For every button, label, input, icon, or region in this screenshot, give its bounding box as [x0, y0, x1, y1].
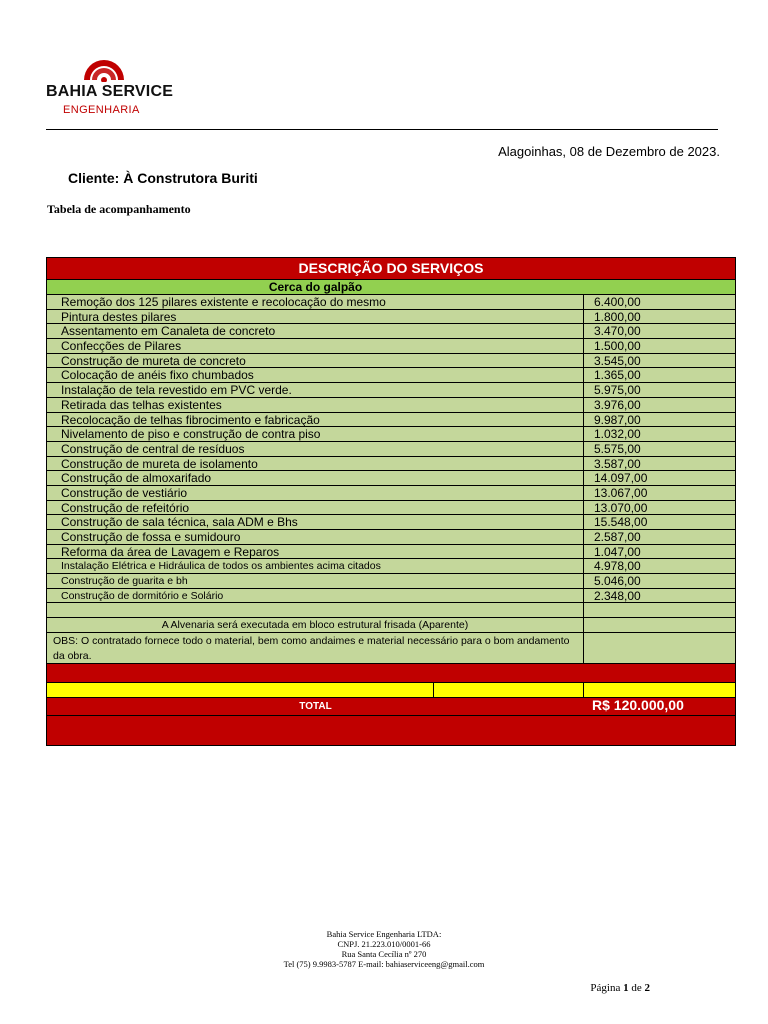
yellow-band	[47, 683, 735, 698]
row-value: 2.587,00	[594, 530, 641, 544]
table-row	[47, 486, 735, 501]
footer-address: Rua Santa Cecília nº 270	[341, 949, 427, 959]
table-row	[47, 295, 735, 310]
table-row	[47, 427, 735, 442]
row-description: Reforma da área de Lavagem e Reparos	[47, 545, 584, 559]
row-value: 3.587,00	[594, 456, 641, 471]
subheader-label: Cerca do galpão	[268, 280, 363, 294]
row-value: 13.070,00	[594, 500, 648, 515]
row-description: Colocação de anéis fixo chumbados	[47, 368, 584, 382]
table-row-empty	[47, 603, 735, 618]
table-row	[47, 413, 735, 428]
company-name: BAHIA SERVICE	[46, 83, 174, 100]
row-description: Construção de guarita e bh	[47, 574, 584, 588]
obs-note: OBS: O contratado fornece todo o material, bem como andaimes e material necessário para o bom andamento da obra.	[47, 633, 584, 663]
header-divider	[46, 129, 718, 130]
table-row	[47, 354, 735, 369]
row-value: 13.067,00	[594, 485, 648, 500]
table-row	[47, 574, 735, 589]
table-row	[47, 398, 735, 413]
table-row	[47, 457, 735, 472]
table-row	[47, 310, 735, 325]
row-description: Construção de central de resíduos	[47, 442, 584, 456]
row-description: Construção de mureta de isolamento	[47, 457, 584, 471]
table-subheader	[47, 280, 735, 295]
document-date: Alagoinhas, 08 de Dezembro de 2023.	[498, 144, 720, 159]
row-value: 3.470,00	[594, 324, 641, 339]
masonry-note: A Alvenaria será executada em bloco estrutural frisada (Aparente)	[47, 618, 584, 632]
table-row	[47, 530, 735, 545]
table-row-obs	[47, 633, 735, 664]
footer	[0, 929, 768, 969]
table-row	[47, 559, 735, 574]
table-row	[47, 545, 735, 560]
row-value: 1.500,00	[594, 339, 641, 354]
row-value: 3.545,00	[594, 353, 641, 368]
table-row	[47, 368, 735, 383]
footer-cnpj: CNPJ. 21.223.010/0001-66	[337, 939, 431, 949]
row-value: 14.097,00	[594, 471, 648, 486]
row-value: 1.047,00	[594, 544, 641, 559]
red-band	[47, 664, 735, 683]
total-label: TOTAL	[299, 701, 332, 713]
row-value: 9.987,00	[594, 412, 641, 427]
table-row	[47, 383, 735, 398]
total-row	[47, 698, 735, 716]
services-table	[46, 257, 736, 746]
table-row-note	[47, 618, 735, 633]
row-value: 1.032,00	[594, 427, 641, 442]
row-description: Recolocação de telhas fibrocimento e fabricação	[47, 413, 584, 427]
row-description: Construção de refeitório	[47, 501, 584, 515]
table-row	[47, 339, 735, 354]
row-value: 6.400,00	[594, 295, 641, 309]
row-description: Construção de vestiário	[47, 486, 584, 500]
row-value: 1.365,00	[594, 368, 641, 383]
table-row	[47, 589, 735, 604]
row-description: Confecções de Pilares	[47, 339, 584, 353]
table-row	[47, 471, 735, 486]
row-description: Construção de almoxarifado	[47, 471, 584, 485]
row-description: Construção de dormitório e Solário	[47, 589, 584, 603]
table-row	[47, 324, 735, 339]
row-description: Pintura destes pilares	[47, 310, 584, 324]
row-description: Construção de sala técnica, sala ADM e Bhs	[47, 515, 584, 529]
client-name: Cliente: À Construtora Buriti	[68, 170, 258, 186]
row-value: 5.575,00	[594, 441, 641, 456]
table-row	[47, 515, 735, 530]
row-value: 5.975,00	[594, 383, 641, 398]
row-value: 1.800,00	[594, 309, 641, 324]
table-row	[47, 501, 735, 516]
row-description: Remoção dos 125 pilares existente e recolocação do mesmo	[47, 295, 584, 309]
footer-contact: Tel (75) 9.9983-5787 E-mail: bahiaserviceeng@gmail.com	[283, 959, 485, 969]
row-value: 5.046,00	[594, 574, 641, 589]
total-value: R$ 120.000,00	[592, 697, 684, 714]
row-description: Retirada das telhas existentes	[47, 398, 584, 412]
footer-company: Bahia Service Engenharia LTDA:	[326, 929, 442, 939]
row-description: Instalação Elétrica e Hidráulica de todos os ambientes acima citados	[47, 559, 584, 573]
red-bottom-band	[47, 716, 735, 745]
row-value: 2.348,00	[594, 588, 641, 603]
row-value: 3.976,00	[594, 397, 641, 412]
row-value: 4.978,00	[594, 559, 641, 574]
company-logo-icon	[80, 40, 128, 82]
table-header: DESCRIÇÃO DO SERVIÇOS	[47, 258, 735, 280]
row-description: Construção de mureta de concreto	[47, 354, 584, 368]
table-row	[47, 442, 735, 457]
page-number: Página 1 de 2	[590, 982, 650, 994]
row-description: Construção de fossa e sumidouro	[47, 530, 584, 544]
company-subtitle: ENGENHARIA	[63, 104, 140, 116]
table-title: Tabela de acompanhamento	[47, 202, 191, 216]
row-description: Nivelamento de piso e construção de contra piso	[47, 427, 584, 441]
row-description: Instalação de tela revestido em PVC verde.	[47, 383, 584, 397]
row-value: 15.548,00	[594, 515, 648, 530]
row-description: Assentamento em Canaleta de concreto	[47, 324, 584, 338]
